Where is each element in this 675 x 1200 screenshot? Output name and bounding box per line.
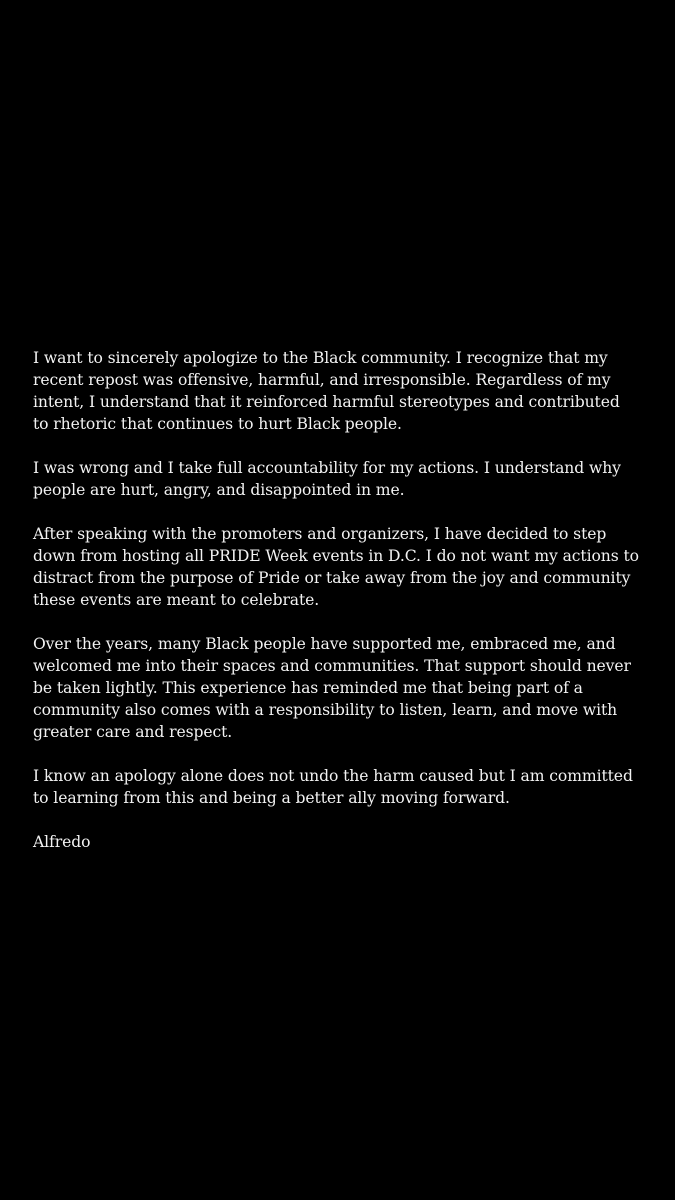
- paragraph-accountability: I was wrong and I take full accountability for my actions. I understand why people are hurt, angry, and disappointed in me.: [33, 459, 621, 499]
- apology-statement: [33, 347, 653, 853]
- signature: Alfredo: [33, 833, 91, 851]
- paragraph-stepping-down: After speaking with the promoters and organizers, I have decided to step down from hosting all PRIDE Week events in D.C. I do not want my actions to distract from the purpose of Pride or take away from the joy and community these events are meant to celebrate.: [33, 525, 639, 609]
- paragraph-apology: I want to sincerely apologize to the Black community. I recognize that my recent repost was offensive, harmful, and irresponsible. Regardless of my intent, I understand that it reinforced harmful stereotypes and contributed to rhetoric that continues to hurt Black people.: [33, 349, 620, 433]
- paragraph-community-support: Over the years, many Black people have supported me, embraced me, and welcomed me into their spaces and communities. That support should never be taken lightly. This experience has reminded me that being part of a community also comes with a responsibility to listen, learn, and move with greater care and respect.: [33, 635, 631, 741]
- paragraph-commitment: I know an apology alone does not undo the harm caused but I am committed to learning from this and being a better ally moving forward.: [33, 767, 633, 807]
